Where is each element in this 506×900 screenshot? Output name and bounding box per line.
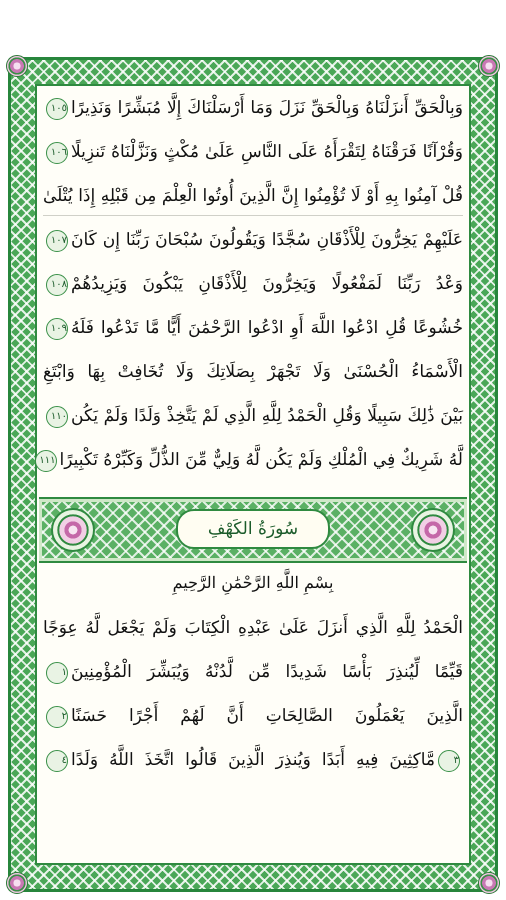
surah-header (39, 497, 467, 563)
ayah-number-marker[interactable]: ٤ (46, 750, 68, 772)
line-separator (43, 215, 463, 216)
line-text: وَبِالْحَقِّ أَنزَلْنَاهُ وَبِالْحَقِّ نَزَلَ وَمَا أَرْسَلْنَاكَ إِلَّا مُبَشِّرًا وَنَذِيرًا (71, 98, 463, 118)
line-text: عَلَيْهِمْ يَخِرُّونَ لِلْأَذْقَانِ سُجَّدًا وَيَقُولُونَ سُبْحَانَ رَبِّنَا إِن كَانَ (71, 230, 463, 250)
line-text: مَّاكِثِينَ فِيهِ أَبَدًا وَيُنذِرَ الَّذِينَ قَالُوا اتَّخَذَ اللَّهُ وَلَدًا (71, 750, 435, 770)
rosette-icon (51, 508, 95, 552)
verse-line (43, 396, 463, 436)
corner-ornament-icon (478, 872, 500, 894)
ayah-number-marker[interactable]: ٣ (438, 750, 460, 772)
verse-line (43, 308, 463, 348)
corner-ornament-icon (478, 55, 500, 77)
line-text: الَّذِينَ يَعْمَلُونَ الصَّالِحَاتِ أَنَّ لَهُمْ أَجْرًا حَسَنًا (71, 706, 463, 726)
verse-line (43, 132, 463, 172)
verse-line (43, 220, 463, 260)
line-text: وَعْدُ رَبِّنَا لَمَفْعُولًا وَيَخِرُّونَ لِلْأَذْقَانِ يَبْكُونَ وَيَزِيدُهُمْ (71, 274, 463, 294)
quran-text (39, 86, 463, 863)
basmala: بِسْمِ اللَّهِ الرَّحْمَٰنِ الرَّحِيمِ (172, 573, 334, 592)
surah-title: سُورَةُ الكَهْفِ (176, 509, 330, 549)
ayah-number-marker[interactable]: ١٠٥ (46, 98, 68, 120)
ayah-number-marker[interactable]: ١٠٩ (46, 318, 68, 340)
verse-line (43, 652, 463, 692)
ayah-number-marker[interactable]: ١٠٨ (46, 274, 68, 296)
line-text: قَيِّمًا لِّيُنذِرَ بَأْسًا شَدِيدًا مِّن لَّدُنْهُ وَيُبَشِّرَ الْمُؤْمِنِينَ (71, 662, 463, 682)
verse-line (43, 696, 463, 736)
ayah-number-marker[interactable]: ١١١ (35, 450, 57, 472)
verse-line (43, 740, 463, 780)
line-text: قُلْ آمِنُوا بِهِ أَوْ لَا تُؤْمِنُوا إِنَّ الَّذِينَ أُوتُوا الْعِلْمَ مِن قَبْلِهِ إِذَا يُتْلَىٰ (43, 186, 463, 206)
line-text: الْحَمْدُ لِلَّهِ الَّذِي أَنزَلَ عَلَىٰ عَبْدِهِ الْكِتَابَ وَلَمْ يَجْعَل لَّهُ عِوَجًا (43, 618, 463, 638)
corner-ornament-icon (6, 55, 28, 77)
corner-ornament-icon (6, 872, 28, 894)
ayah-number-marker[interactable]: ١ (46, 662, 68, 684)
line-text: الْأَسْمَاءُ الْحُسْنَىٰ وَلَا تَجْهَرْ بِصَلَاتِكَ وَلَا تُخَافِتْ بِهَا وَابْتَغِ (43, 362, 463, 382)
ayah-number-marker[interactable]: ١١٠ (46, 406, 68, 428)
rosette-icon (411, 508, 455, 552)
verse-line (43, 176, 463, 216)
ayah-number-marker[interactable]: ٢ (46, 706, 68, 728)
line-text: لَّهُ شَرِيكٌ فِي الْمُلْكِ وَلَمْ يَكُن لَّهُ وَلِيٌّ مِّنَ الذُّلِّ وَكَبِّرْهُ تَكْبِيرًا (59, 450, 463, 470)
ayah-number-marker[interactable]: ١٠٧ (46, 230, 68, 252)
line-text: وَقُرْآنًا فَرَقْنَاهُ لِتَقْرَأَهُ عَلَى النَّاسِ عَلَىٰ مُكْثٍ وَنَزَّلْنَاهُ تَنزِيلًا (71, 142, 463, 162)
line-text: بَيْنَ ذَٰلِكَ سَبِيلًا وَقُلِ الْحَمْدُ لِلَّهِ الَّذِي لَمْ يَتَّخِذْ وَلَدًا وَلَمْ يَكُن (71, 406, 463, 426)
verse-line (43, 352, 463, 392)
text-frame (35, 84, 471, 865)
line-text: خُشُوعًا قُلِ ادْعُوا اللَّهَ أَوِ ادْعُوا الرَّحْمَٰنَ أَيًّا مَّا تَدْعُوا فَلَهُ (71, 318, 463, 338)
mushaf-page (8, 57, 498, 892)
verse-line (43, 88, 463, 128)
ayah-number-marker[interactable]: ١٠٦ (46, 142, 68, 164)
verse-line (39, 440, 463, 480)
verse-line (43, 608, 463, 648)
verse-line (43, 264, 463, 304)
